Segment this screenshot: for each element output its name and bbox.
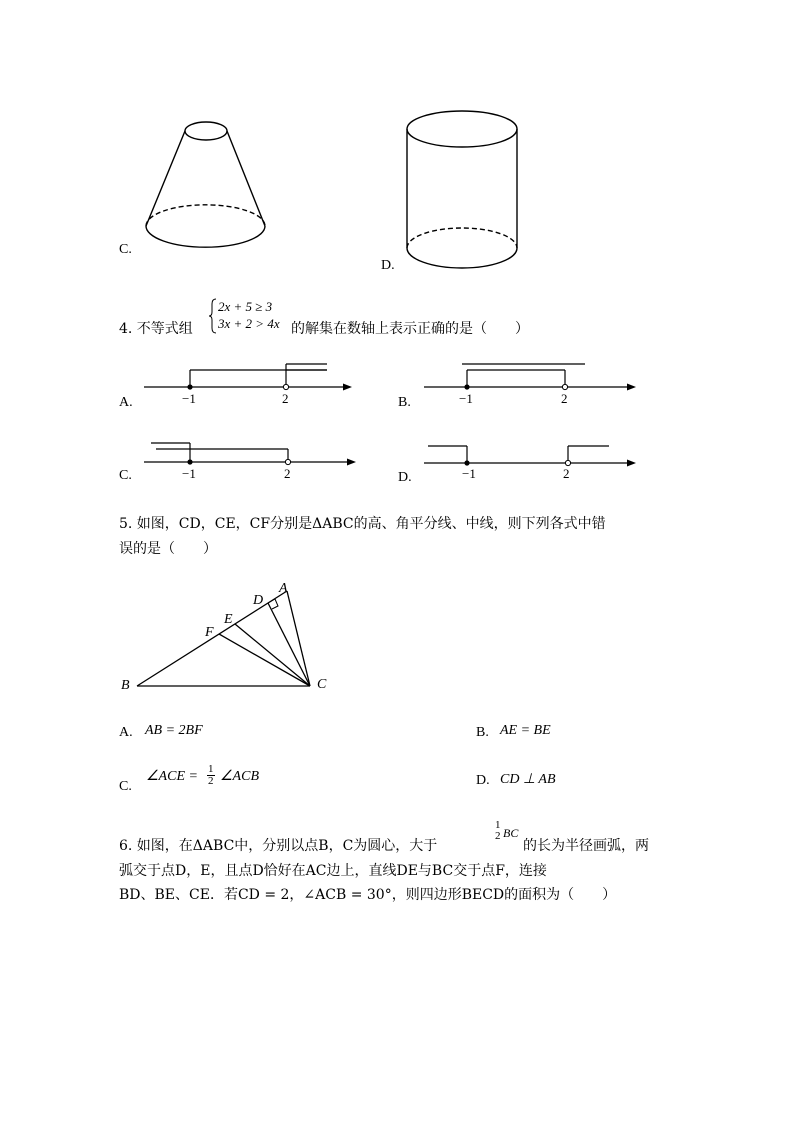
- option-d-label-q3: D.: [381, 258, 395, 273]
- fraction-denominator: 2: [495, 830, 501, 842]
- brace-icon: [209, 298, 217, 334]
- fraction-numerator: 1: [495, 819, 501, 831]
- q5-stem-line-1: 5. 如图，CD，CE，CF分别是ΔABC的高、角平分线、中线，则下列各式中错: [119, 516, 606, 532]
- q4-a-tick-neg1: −1: [182, 391, 196, 406]
- cylinder-figure: [404, 108, 520, 273]
- q4-number-line-b: [420, 360, 640, 410]
- q6-stem-line-1-suffix: 的长为半径画弧，两: [523, 838, 649, 854]
- q6-fraction-tail: BC: [503, 826, 519, 840]
- q5-option-b-text: AE = BE: [500, 723, 551, 738]
- fraction-denominator: 2: [208, 775, 214, 787]
- q4-stem-suffix: 的解集在数轴上表示正确的是（ ）: [291, 321, 529, 337]
- q5-option-b-label: B.: [476, 725, 489, 740]
- q5-label-f: F: [205, 625, 214, 640]
- q5-label-a: A: [279, 581, 288, 596]
- option-c-label-q3: C.: [119, 242, 132, 257]
- q4-c-tick-neg1: −1: [182, 466, 196, 481]
- q4-option-d-label: D.: [398, 470, 412, 485]
- q5-option-d-label: D.: [476, 773, 490, 788]
- q4-b-tick-2: 2: [561, 391, 568, 406]
- q6-stem-line-2: 弧交于点D，E，且点D恰好在AC边上，直线DE与BC交于点F，连接: [119, 863, 547, 879]
- q5-option-a-text: AB = 2BF: [145, 723, 203, 738]
- q5-option-c-fraction: [207, 764, 215, 787]
- q6-stem-line-3: BD、BE、CE．若CD = 2，∠ACB = 30°，则四边形BECD的面积为（ ）: [119, 887, 617, 903]
- q4-c-tick-2: 2: [284, 466, 291, 481]
- triangle-abc-figure: [115, 575, 345, 700]
- q4-number-line-a: [140, 360, 360, 410]
- q4-number-line-d: [420, 437, 640, 487]
- frustum-figure: [140, 118, 270, 258]
- q5-option-a-label: A.: [119, 725, 133, 740]
- q5-option-c-label: C.: [119, 779, 132, 794]
- q5-option-c-suffix: ∠ACB: [220, 769, 259, 784]
- q4-d-tick-2: 2: [563, 466, 570, 481]
- q4-inequality-2: 3x + 2 > 4x: [218, 316, 280, 331]
- q4-option-b-label: B.: [398, 395, 411, 410]
- q4-option-c-label: C.: [119, 468, 132, 483]
- q5-label-c: C: [317, 677, 327, 692]
- q4-d-tick-neg1: −1: [462, 466, 476, 481]
- q6-fraction: [494, 820, 502, 842]
- q5-label-e: E: [224, 612, 233, 627]
- q5-label-b: B: [121, 678, 130, 693]
- q4-a-tick-2: 2: [282, 391, 289, 406]
- q5-option-d-text: CD ⊥ AB: [500, 772, 556, 787]
- q4-option-a-label: A.: [119, 395, 133, 410]
- q6-stem-line-1-prefix: 6. 如图，在ΔABC中，分别以点B，C为圆心，大于: [119, 838, 438, 854]
- q5-option-c-prefix: ∠ACE =: [146, 769, 198, 784]
- q5-stem-line-2: 误的是（ ）: [119, 541, 217, 557]
- q5-label-d: D: [253, 593, 264, 608]
- q4-number-line-c: [140, 435, 360, 485]
- q4-inequality-1: 2x + 5 ≥ 3: [218, 299, 273, 314]
- q4-stem-prefix: 4. 不等式组: [119, 321, 193, 337]
- q4-b-tick-neg1: −1: [459, 391, 473, 406]
- fraction-numerator: 1: [208, 763, 214, 775]
